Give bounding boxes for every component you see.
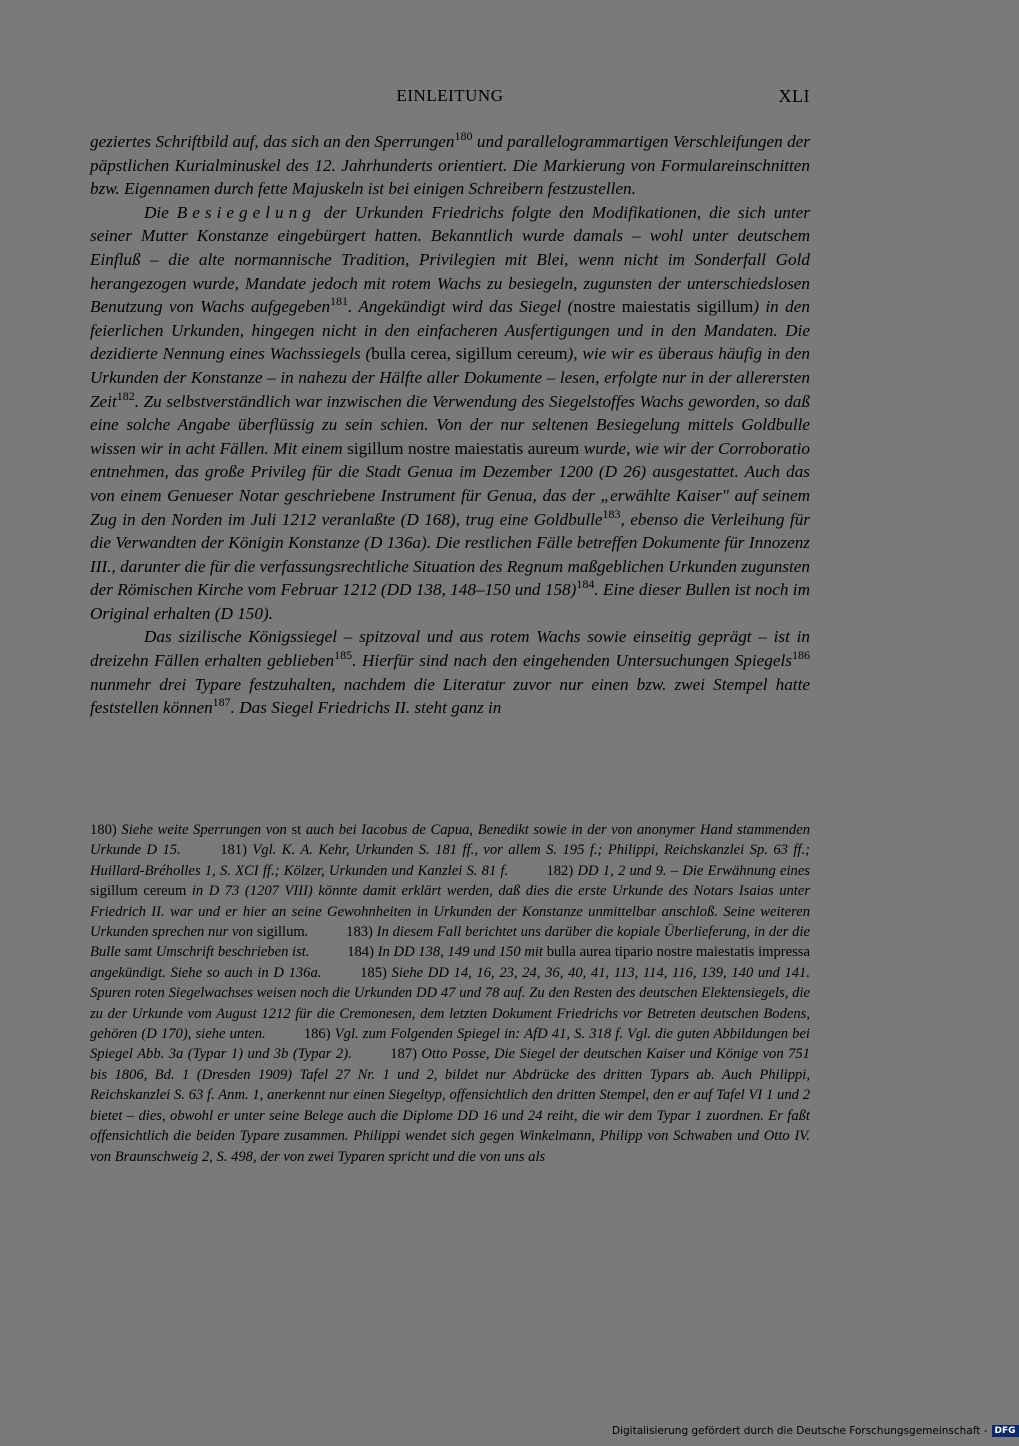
funding-footer — [612, 1425, 1019, 1439]
footnotes — [90, 820, 810, 1167]
page-number: XLI — [778, 86, 810, 106]
footnote-ref[interactable]: 184 — [576, 577, 595, 592]
footnote-ref[interactable]: 180 — [454, 129, 473, 143]
footnote-ref[interactable]: 181 — [330, 294, 349, 309]
footnote-182: 182) DD 1, 2 und 9. – Die Erwähnung eines sigillum cereum in D 73 (1207 VIII) könnte damit erklärt werden, daß dies die erste Urkunde des Notars Isaias unter Friedrich II. war und er hier an seine Gewohnheiten in Urkunden der Konstanze unmittelbar anschloß. Seine weiteren Urkunden sprechen nur von sigillum. — [90, 862, 811, 941]
paragraph-3: Das sizilische Königssiegel – spitzoval und aus rotem Wachs sowie einseitig geprägt – ist in dreizehn Fällen erhalten geblieben$^{185}$. Hierfür sind nach den eingehenden Untersuchungen Spiegels$^{186}$ nunmehr drei Typare festzuhalten, nachdem die Literatur zuvor nur einen bzw. zwei Stempel hatte feststellen können$^{187}$. Das Siegel Friedrichs II. steht ganz in — [90, 627, 810, 718]
footnote-ref[interactable]: 185 — [334, 648, 353, 663]
footnote-ref[interactable]: 187 — [212, 695, 231, 710]
dfg-logo-icon[interactable]: DFG — [992, 1425, 1019, 1437]
footnote-ref[interactable]: 183 — [602, 506, 621, 521]
footnote-ref[interactable]: 186 — [792, 648, 810, 663]
footnote-181: 181) Vgl. K. A. Kehr, Urkunden S. 181 ff., vor allem S. 195 f.; Philippi, Reichskanzlei Sp. 63 ff.; Huillard-Bréholles 1, S. XCI ff.; Kölzer, Urkunden und Kanzlei S. 81 f. — [90, 842, 810, 879]
footnote-ref[interactable]: 182 — [116, 388, 135, 403]
paragraph-2: Die Besiegelung der Urkunden Friedrichs folgte den Modifikationen, die sich unter seiner Mutter Konstanze eingebürgert hatten. Bekanntlich wurde damals – wohl unter deutschem Einfluß – die alte normannische Tradition, Privilegien mit Blei, wenn nicht im Sonderfall Gold herangezogen wurde, Mandate jedoch mit rotem Wachs zu besiegeln, zugunsten der unterschiedslosen Benutzung von Wachs aufgegeben$^{181}$. Angekündigt wird das Siegel (nostre maiestatis sigillum) in den feierlichen Urkunden, hingegen nicht in den einfacheren Ausfertigungen und in den Mandaten. Die dezidierte Nennung eines Wachssiegels (bulla cerea, sigillum cereum), wie wir es überaus häufig in den Urkunden der Konstanze – in nahezu der Hälfte aller Dokumente – lesen, erfolgte nur in der allerersten Zeit$^{182}$. Zu selbstverständlich war inzwischen die Verwendung des Siegelstoffes Wachs geworden, so daß eine solche Angabe überflüssig zu sein schien. Von der nur seltenen Besiegelung mittels Goldbulle wissen wir in acht Fällen. Mit einem sigillum nostre maiestatis aureum wurde, wie wir der Corroboratio entnehmen, das große Privileg für die Stadt Genua im Dezember 1200 (D 26) ausgestattet. Auch das von einem Genueser Notar geschriebene Instrument für Genua, das der „erwählte Kaiser" auf seinem Zug in den Norden im Juli 1212 veranlaßte (D 168), trug eine Goldbulle$^{183}$, ebenso die Verleihung für die Verwandten der Königin Konstanze (D 136a). Die restlichen Fälle betreffen Dokumente für Innozenz III., darunter die für die verfassungsrechtliche Situation des Regnum maßgeblichen Urkunden zugunsten der Römischen Kirche vom Februar 1212 (DD 138, 148–150 und 158)$^{184}$. Eine dieser Bullen ist noch im Original erhalten (D 150). — [90, 202, 811, 623]
footnote-180: 180) Siehe weite Sperrungen von st auch bei Iacobus de Capua, Benedikt sowie in der von anonymer Hand stammenden Urkunde D 15. — [90, 822, 810, 859]
running-header — [90, 86, 810, 110]
paragraph-1: geziertes Schriftbild auf, das sich an den Sperrungen$^{180}$ und parallelogrammartigen Verschleifungen der päpstlichen Kurialminuskel des 12. Jahrhunderts orientiert. Die Markierung von Formulareinschnitten bzw. Eigennamen durch fette Majuskeln ist bei einigen Schreibern festzustellen. — [90, 129, 810, 199]
footnote-184: 184) In DD 138, 149 und 150 mit bulla aurea tipario nostre maiestatis impressa angekündigt. Siehe so auch in D 136a. — [90, 944, 810, 981]
spaced-keyword: Besiegelung — [176, 202, 316, 222]
main-text — [90, 130, 810, 720]
footnote-183: 183) In diesem Fall berichtet uns darüber die kopiale Überlieferung, in der die Bulle samt Umschrift beschrieben ist. — [90, 924, 810, 961]
header-title: EINLEITUNG — [396, 86, 504, 105]
footnote-187: 187) Otto Posse, Die Siegel der deutschen Kaiser und Könige von 751 bis 1806, Bd. 1 (Dresden 1909) Tafel 27 Nr. 1 und 2, bildet nur Abdrücke des dritten Typars ab. Auch Philippi, Reichskanzlei S. 63 f. Anm. 1, anerkennt nur einen Siegeltyp, offensichtlich den dritten Stempel, den er auf Tafel VI 1 und 2 bietet – dies, obwohl er unter seine Belege auch die Diplome DD 16 und 24 reiht, die wir dem Typar 1 zuordnen. Er faßt offensichtlich die beiden Typare zusammen. Philippi wendet sich gegen Winkelmann, Philipp von Schwaben und Otto IV. von Braunschweig 2, S. 498, der von zwei Typaren spricht und die von uns als — [90, 1046, 810, 1165]
footnote-186: 186) Vgl. zum Folgenden Spiegel in: AfD 41, S. 318 f. Vgl. die guten Abbildungen bei Spiegel Abb. 3a (Typar 1) und 3b (Typar 2). — [90, 1026, 810, 1063]
funding-text: Digitalisierung gefördert durch die Deutsche Forschungsgemeinschaft - — [612, 1425, 988, 1437]
footnote-185: 185) Siehe DD 14, 16, 23, 24, 36, 40, 41, 113, 114, 116, 139, 140 und 141. Spuren roten Siegelwachses weisen noch die Urkunden DD 47 und 78 auf. Zu den Resten des deutschen Elektensiegels, die zu der Urkunde vom August 1212 für die Cremonesen, dem letzten Dokument Friedrichs vor Betreten deutschen Bodens, gehören (D 170), siehe unten. — [90, 964, 811, 1043]
